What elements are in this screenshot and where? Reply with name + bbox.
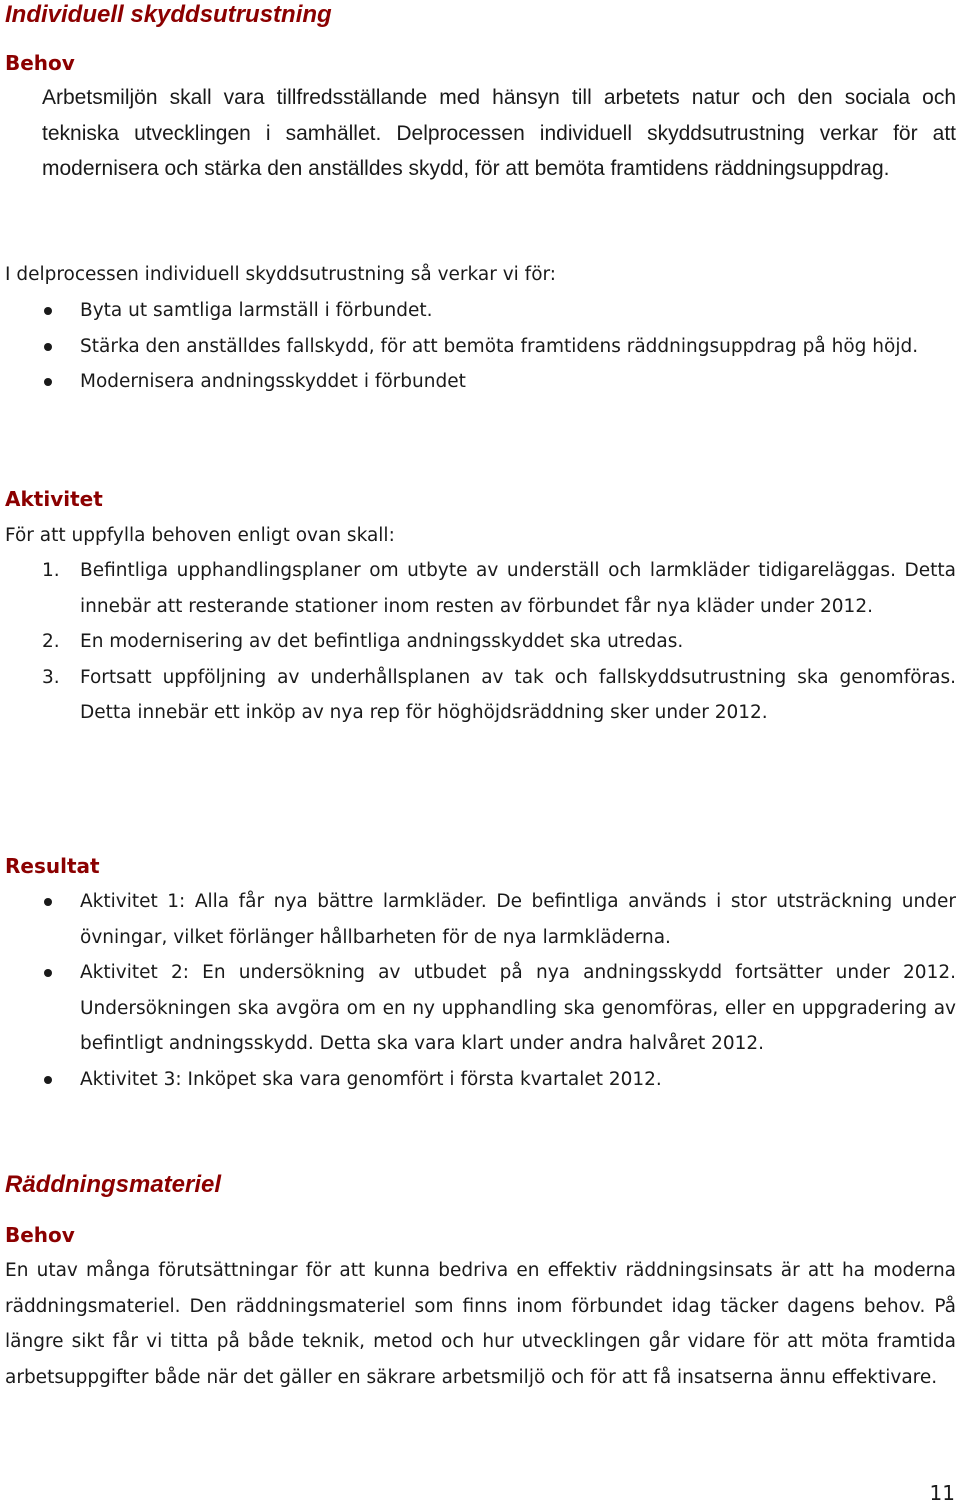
list-item [0, 364, 956, 400]
list-item-text: Fortsatt uppföljning av underhållsplanen av tak och fallskyddsutrustning ska genomföras. Detta innebär ett inköp av nya rep för höghöjdsräddning sker under 2012. [80, 666, 956, 723]
list-item [0, 329, 956, 365]
bullet-list-verkar [0, 293, 956, 400]
bullet-icon [44, 1076, 52, 1084]
list-item-text: Aktivitet 1: Alla får nya bättre larmkläder. De befintliga används i stor utsträckning under övningar, vilket förlänger hållbarheten för de nya larmkläderna. [80, 891, 956, 948]
list-item [0, 884, 956, 955]
bullet-icon [44, 343, 52, 351]
section-title-skyddsutrustning: Individuell skyddsutrustning [5, 1, 332, 28]
bullet-icon [44, 969, 52, 977]
paragraph-intro: I delprocessen individuell skyddsutrustning så verkar vi för: [5, 264, 557, 285]
list-number: 3. [42, 666, 60, 688]
paragraph-behov-2: En utav många förutsättningar för att kunna bedriva en effektiv räddningsinsats är att ha moderna räddningsmateriel. Den räddningsmateriel som finns inom förbundet idag täcker dagens behov. På längre sikt får vi titta på både teknik, metod och hur utvecklingen går vidare för att möta framtida arbetsuppgifter både när det gäller en säkrare arbetsmiljö och för att få insatserna ännu effektivare. [5, 1260, 956, 1388]
bullet-list-resultat [0, 884, 956, 1097]
list-item [0, 1062, 956, 1098]
heading-resultat: Resultat [5, 854, 100, 878]
numbered-list-aktivitet [0, 553, 956, 731]
list-item-text: Stärka den anställdes fallskydd, för att bemöta framtidens räddningsuppdrag på hög höjd. [80, 335, 919, 357]
list-item-text: Modernisera andningsskyddet i förbundet [80, 371, 466, 392]
list-item [0, 955, 956, 1062]
list-item-text: En modernisering av det befintliga andningsskyddet ska utredas. [80, 631, 684, 652]
heading-behov-2: Behov [5, 1223, 75, 1247]
list-item [0, 553, 956, 624]
list-item-text: Befintliga upphandlingsplaner om utbyte av underställ och larmkläder tidigareläggas. Detta innebär att resterande stationer inom resten av förbundet får nya kläder under 2012. [80, 560, 956, 617]
paragraph-aktivitet-intro: För att uppfylla behoven enligt ovan skall: [5, 525, 395, 546]
bullet-icon [44, 378, 52, 386]
heading-behov-1: Behov [5, 51, 75, 75]
list-item [0, 660, 956, 731]
section-title-raddningsmateriel: Räddningsmateriel [5, 1171, 222, 1198]
list-item [0, 624, 956, 660]
list-item-text: Byta ut samtliga larmställ i förbundet. [80, 300, 433, 321]
bullet-icon [44, 898, 52, 906]
list-number: 1. [42, 560, 60, 581]
heading-aktivitet: Aktivitet [5, 487, 103, 511]
list-item-text: Aktivitet 3: Inköpet ska vara genomfört i första kvartalet 2012. [80, 1068, 662, 1090]
list-item [0, 293, 956, 329]
bullet-icon [44, 307, 52, 315]
list-number: 2. [42, 631, 60, 652]
paragraph-behov-1: Arbetsmiljön skall vara tillfredsställande med hänsyn till arbetets natur och den sociala och tekniska utvecklingen i samhället. Delprocessen individuell skyddsutrustning verkar för att modernisera och stärka den anställdes skydd, för att bemöta framtidens räddningsuppdrag. [42, 86, 956, 180]
list-item-text: Aktivitet 2: En undersökning av utbudet på nya andningsskydd fortsätter under 2012. Undersökningen ska avgöra om en ny upphandling ska genomföras, eller en uppgradering av befintligt andningsskydd. Detta ska vara klart under andra halvåret 2012. [80, 962, 956, 1054]
page-number: 11 [929, 1481, 955, 1505]
